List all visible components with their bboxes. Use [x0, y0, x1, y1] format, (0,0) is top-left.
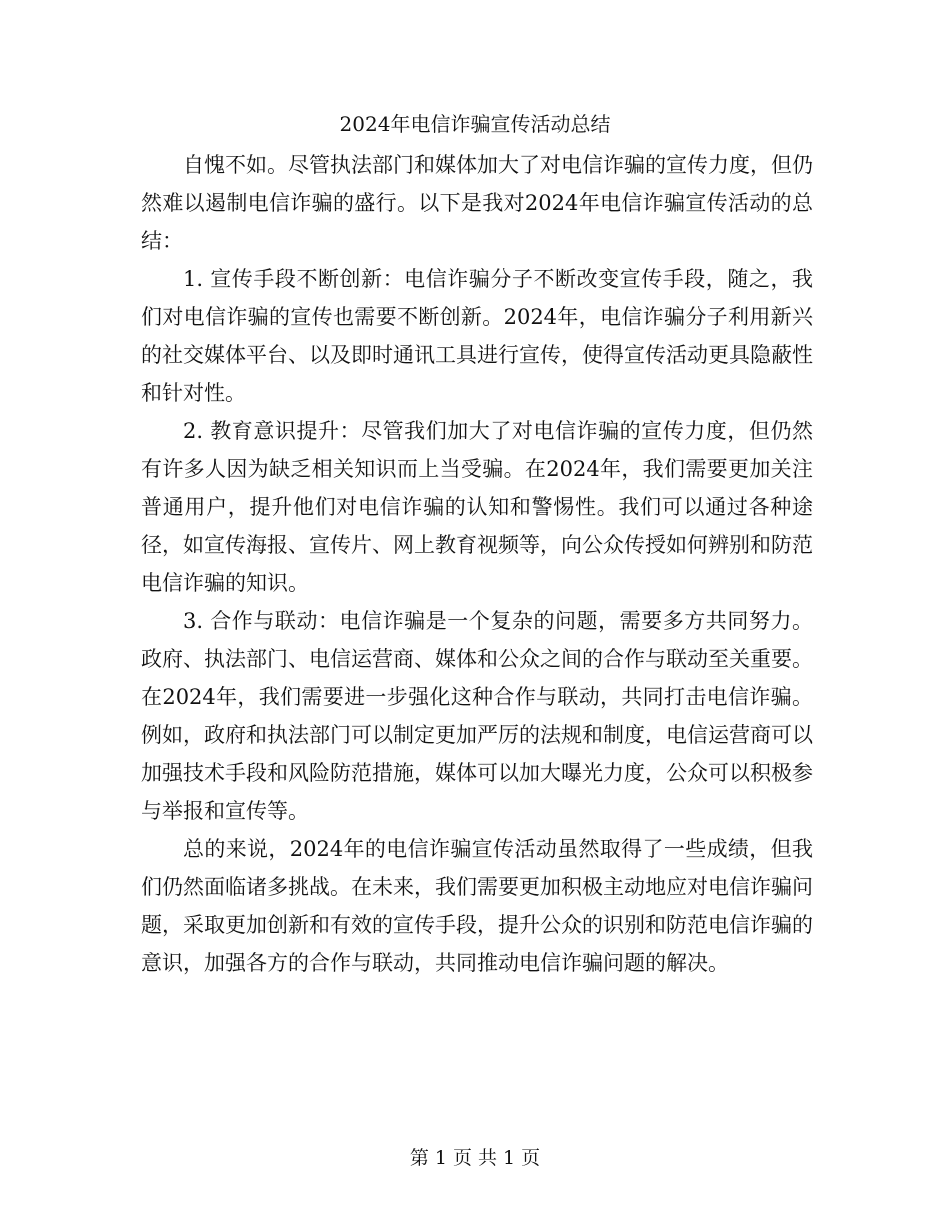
paragraph-intro: 自愧不如。尽管执法部门和媒体加大了对电信诈骗的宣传力度，但仍然难以遏制电信诈骗的盛行。以下是我对2024年电信诈骗宣传活动的总结： — [141, 153, 813, 253]
document-body — [141, 146, 813, 982]
paragraph-point-1: 1. 宣传手段不断创新：电信诈骗分子不断改变宣传手段，随之，我们对电信诈骗的宣传也需要不断创新。2024年，电信诈骗分子利用新兴的社交媒体平台、以及即时通讯工具进行宣传，使得宣传活动更具隐蔽性和针对性。 — [141, 267, 813, 405]
paragraph-point-3: 3. 合作与联动：电信诈骗是一个复杂的问题，需要多方共同努力。政府、执法部门、电信运营商、媒体和公众之间的合作与联动至关重要。在2024年，我们需要进一步强化这种合作与联动，共同打击电信诈骗。例如，政府和执法部门可以制定更加严厉的法规和制度，电信运营商可以加强技术手段和风险防范措施，媒体可以加大曝光力度，公众可以积极参与举报和宣传等。 — [141, 609, 813, 823]
document-title: 2024年电信诈骗宣传活动总结 — [339, 112, 611, 136]
paragraph-conclusion: 总的来说，2024年的电信诈骗宣传活动虽然取得了一些成绩，但我们仍然面临诸多挑战。在未来，我们需要更加积极主动地应对电信诈骗问题，采取更加创新和有效的宣传手段，提升公众的识别和防范电信诈骗的意识，加强各方的合作与联动，共同推动电信诈骗问题的解决。 — [141, 837, 813, 975]
paragraph-point-2: 2. 教育意识提升：尽管我们加大了对电信诈骗的宣传力度，但仍然有许多人因为缺乏相关知识而上当受骗。在2024年，我们需要更加关注普通用户，提升他们对电信诈骗的认知和警惕性。我们可以通过各种途径，如宣传海报、宣传片、网上教育视频等，向公众传授如何辨别和防范电信诈骗的知识。 — [141, 419, 813, 595]
page-number-footer: 第 1 页 共 1 页 — [409, 1147, 541, 1169]
